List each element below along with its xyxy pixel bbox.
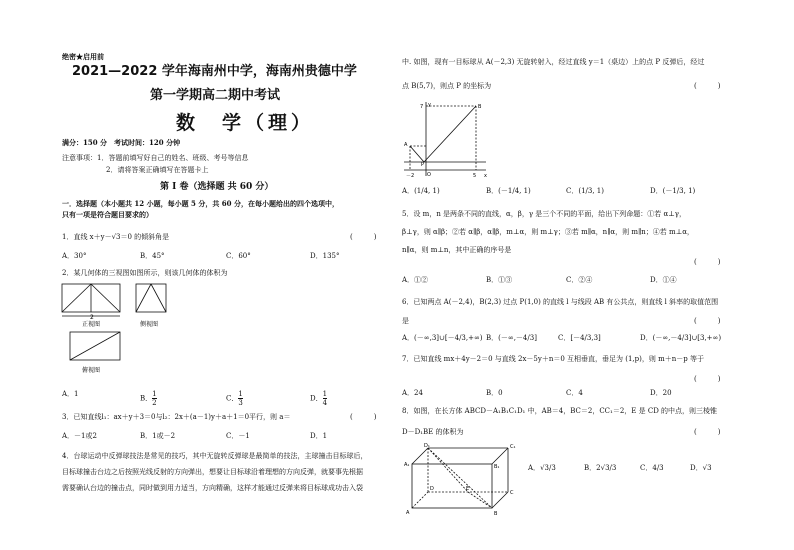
q8-line2: D－D₁BE 的体积为: [402, 428, 464, 436]
q6-option-a: A．(－∞,3]∪[－4/3,+∞): [402, 334, 483, 342]
notes-line2: 2．请将答案正确填写在答题卡上: [106, 166, 209, 174]
top-view: [70, 332, 120, 360]
q1-option-c: C．60°: [226, 252, 251, 260]
label-a1: A₁: [404, 462, 410, 468]
q3-paren: ( ): [350, 413, 377, 421]
q8-cuboid-figure: [402, 440, 522, 518]
q8-paren: ( ): [694, 428, 721, 436]
label-minus2: －2: [406, 173, 415, 178]
label-c: C: [510, 490, 514, 496]
exam-title-line2: 第一学期高二期中考试: [150, 88, 281, 103]
q1-option-b: B．45°: [140, 252, 165, 260]
label-b: B: [494, 511, 498, 517]
q2-option-d: [310, 390, 327, 407]
q3-option-c: C．－1: [226, 432, 250, 440]
front-dim-label: 2: [90, 314, 94, 321]
notes-line1: 注意事项：1．答题前填写好自己的姓名、班级、考号等信息: [62, 154, 249, 162]
section-intro1: 一．选择题（本小题共 12 小题，每小题 5 分，共 60 分，在每小题给出的四个选项中，: [62, 199, 339, 208]
q5-option-c: C．②④: [566, 276, 593, 284]
exam-title-line1: 2021—2022 学年海南州中学，海南州贵德中学: [72, 64, 357, 79]
q2-option-a: A．1: [62, 390, 79, 398]
q5-line2: β⊥γ，则 α∥β；②若 α∥β，α∥β，m⊥α，则 m⊥γ；③若 m∥α，n∥α，则 m∥n；④若 m⊥α，: [402, 228, 694, 236]
q4-line2: 目标球撞击台边之后按照光线反射的方向弹出，想要让目标球沿着理想的方向反弹，就要事先根据: [62, 468, 363, 476]
q5-line3: n∥α，则 m⊥n，其中正确的序号是: [402, 246, 512, 254]
label-d: D: [430, 486, 434, 492]
q4-cont-line2: 点 B(5,7)，则点 P 的坐标为: [402, 82, 492, 90]
q4-option-c: C．(1/3, 1): [566, 187, 604, 195]
q2-option-d-label: D．: [310, 394, 323, 403]
q4-option-b: B．(－1/4, 1): [486, 187, 531, 195]
score-time: 满分：150 分 考试时间：120 分钟: [62, 138, 181, 147]
label-x: x: [484, 173, 487, 178]
front-view: [62, 284, 120, 316]
q6-option-d: D．(－∞,－4/3]∪[3,+∞): [640, 334, 722, 342]
q4-option-d: D．(－1/3, 1): [650, 187, 696, 195]
label-o: O: [427, 172, 431, 178]
q7-paren: ( ): [694, 375, 721, 383]
q6-option-c: C．[－4/3,3]: [558, 334, 601, 342]
label-seven: 7: [420, 104, 424, 110]
label-y: y: [428, 102, 431, 108]
top-view-label: 俯视图: [82, 367, 101, 374]
q1-paren: ( ): [350, 233, 377, 241]
q8-option-a: A．√3/3: [528, 464, 556, 472]
q2-option-c-label: C．: [226, 394, 239, 403]
section-intro2: 只有一项是符合题目要求的）: [62, 210, 153, 219]
q2-option-c-fraction: $\frac{1}{3}$: [238, 390, 243, 407]
q3-text: 3．已知直线l₁：ax＋y＋3＝0与l₂：2x＋(a－1)y＋a＋1＝0平行，则 a＝: [62, 413, 291, 421]
label-p: P: [421, 162, 425, 168]
q5-option-b: B．①③: [486, 276, 513, 284]
q8-option-b: B．2√3/3: [584, 464, 617, 472]
q2-option-d-fraction: $\frac{1}{4}$: [322, 390, 328, 407]
q4-line1: 4．台球运动中反弹球技法是常见的技巧，其中无旋转反弹球是最简单的技法，主球撞击目标球后，: [62, 452, 368, 460]
q4-cont-line1: 中. 如图，现有一目标球从 A(－2,3) 无旋转射入，经过直线 y＝1（桌边）上的点 P 反弹后，经过: [402, 58, 705, 66]
q6-line2: 是: [402, 317, 409, 325]
label-d1: D₁: [424, 443, 430, 449]
exam-subject-title: 数 学（理）: [176, 112, 315, 134]
q2-option-c: [226, 390, 243, 407]
q6-option-b: B．(－∞,－4/3]: [486, 334, 537, 342]
q5-line1: 5．设 m，n 是两条不同的直线，α，β，γ 是三个不同的平面，给出下列命题：①若 α⊥γ，: [402, 210, 686, 218]
q3-option-a: A．－1或2: [62, 432, 97, 440]
q1-text: 1．直线 x＋y－√3＝0 的倾斜角是: [62, 233, 170, 241]
q6-line1: 6．已知两点 A(－2,4)，B(2,3) 过点 P(1,0) 的直线 l 与线段 AB 有公共点，则直线 l 斜率的取值范围: [402, 298, 719, 306]
q2-option-b: [140, 390, 157, 407]
q7-option-c: C．4: [566, 389, 583, 397]
label-a: A: [406, 510, 410, 516]
q7-text: 7．已知直线 mx＋4y－2＝0 与直线 2x－5y＋n＝0 互相垂直，垂足为 (1,p)，则 m＋n－p 等于: [402, 355, 704, 363]
q8-line1: 8．如图，在长方体 ABCD－A₁B₁C₁D₁ 中，AB＝4，BC＝2，CC₁＝2，E 是 CD 的中点，则三棱锥: [402, 407, 718, 415]
label-b: B: [478, 104, 482, 110]
q5-option-a: A．①②: [402, 276, 429, 284]
reflected-path: [424, 106, 476, 162]
q6-paren: ( ): [694, 317, 721, 325]
q1-option-a: A．30°: [62, 252, 87, 260]
q8-option-c: C．4/3: [640, 464, 664, 472]
side-view-label: 侧视图: [140, 321, 159, 328]
q7-option-a: A．24: [402, 389, 423, 397]
q4-line3: 需要确认台边的撞击点，同时做到用力适当，方向精确，这样才能通过反弹来将目标球成功击入袋: [62, 484, 363, 492]
q7-option-b: B．0: [486, 389, 503, 397]
q2-option-b-label: B．: [140, 394, 153, 403]
q3-option-d: D．1: [310, 432, 328, 440]
incoming-path: [410, 146, 424, 162]
side-view: [136, 284, 166, 312]
label-e: E: [466, 486, 470, 492]
q2-option-b-fraction: $\frac{1}{2}$: [152, 390, 157, 407]
label-five: 5: [473, 173, 477, 178]
q1-option-d: D．135°: [310, 252, 340, 260]
q3-option-b: B．1或－2: [140, 432, 176, 440]
q2-three-views-figure: [60, 280, 190, 376]
secret-label: 绝密★启用前: [62, 52, 104, 61]
q5-paren: ( ): [694, 258, 721, 266]
q7-option-d: D．20: [650, 389, 672, 397]
q4-paren: ( ): [694, 82, 721, 90]
q8-option-d: D．√3: [690, 464, 712, 472]
q4-option-a: A．(1/4, 1): [402, 187, 440, 195]
q2-text: 2．某几何体的三视图如图所示，则该几何体的体积为: [62, 269, 228, 277]
label-a: A: [404, 142, 408, 148]
q4-billiard-figure: [400, 100, 490, 178]
label-b1: B₁: [494, 464, 500, 470]
q5-option-d: D．①④: [650, 276, 677, 284]
section-title: 第 I 卷（选择题 共 60 分）: [160, 182, 274, 192]
front-view-label: 正视图: [82, 321, 101, 328]
label-c1: C₁: [510, 444, 516, 450]
